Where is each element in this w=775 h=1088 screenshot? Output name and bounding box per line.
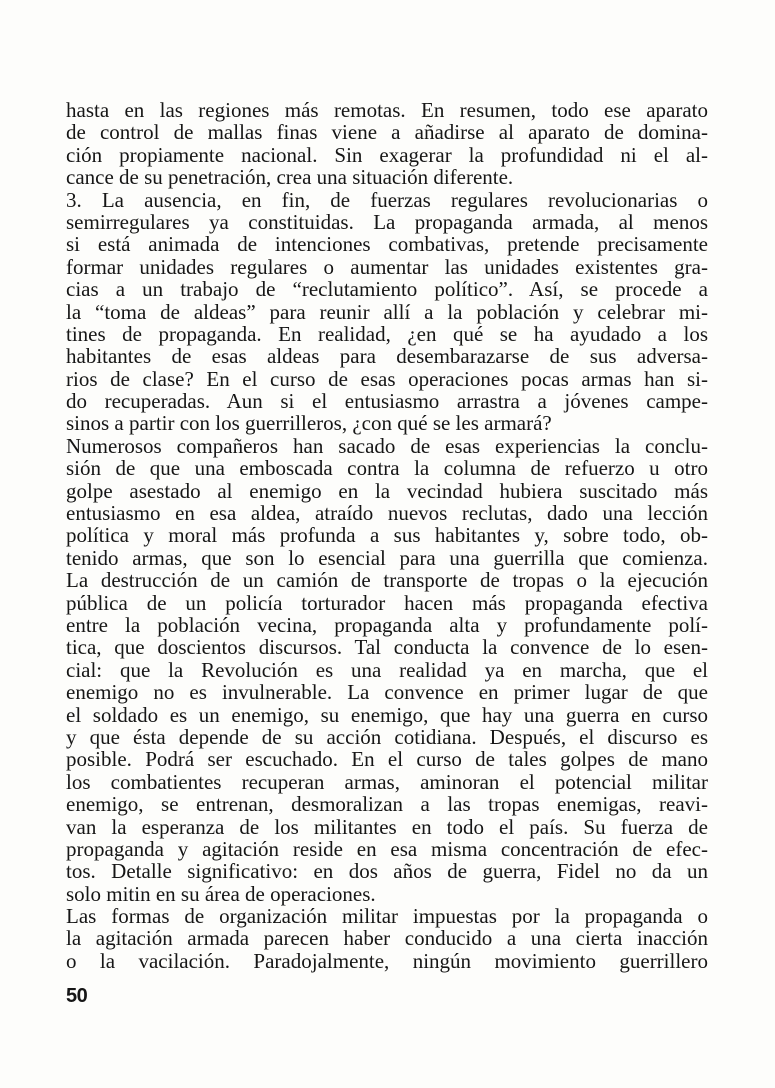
text-line: pública de un policía torturador hacen más propaganda efectiva bbox=[66, 590, 708, 615]
text-line: si está animada de intenciones combativas, pretende precisamente bbox=[66, 232, 708, 257]
text-line: de control de mallas finas viene a añadirse al aparato de domina- bbox=[66, 120, 708, 145]
body-text bbox=[66, 99, 708, 972]
text-line: cial: que la Revolución es una realidad ya en marcha, que el bbox=[66, 657, 708, 682]
paragraph-4 bbox=[66, 569, 708, 905]
text-line: y que ésta depende de su acción cotidiana. Después, el discurso es bbox=[66, 724, 708, 749]
text-line: tines de propaganda. En realidad, ¿en qué se ha ayudado a los bbox=[66, 321, 708, 346]
text-line: semirregulares ya constituidas. La propaganda armada, al menos bbox=[66, 209, 708, 234]
text-line: enemigo, se entrenan, desmoralizan a las tropas enemigas, reavi- bbox=[66, 792, 708, 817]
text-line: do recuperadas. Aun si el entusiasmo arrastra a jóvenes campe- bbox=[66, 389, 708, 414]
text-line: hasta en las regiones más remotas. En resumen, todo ese aparato bbox=[66, 98, 708, 122]
text-line: los combatientes recuperan armas, aminoran el potencial militar bbox=[66, 769, 708, 794]
paragraph-1 bbox=[66, 99, 708, 189]
text-line: la agitación armada parecen haber conducido a una cierta inacción bbox=[66, 926, 708, 951]
text-line: sión de que una emboscada contra la columna de refuerzo u otro bbox=[66, 456, 708, 481]
text-line: cance de su penetración, crea una situación diferente. bbox=[66, 165, 514, 190]
text-line: rios de clase? En el curso de esas operaciones pocas armas han si- bbox=[66, 366, 708, 391]
text-line: ción propiamente nacional. Sin exagerar la profundidad ni el al- bbox=[66, 142, 708, 167]
text-line: 3. La ausencia, en fin, de fuerzas regulares revolucionarias o bbox=[66, 187, 708, 212]
text-line: enemigo no es invulnerable. La convence en primer lugar de que bbox=[66, 680, 708, 705]
text-line: Numerosos compañeros han sacado de esas experiencias la conclu- bbox=[66, 433, 708, 458]
text-line: La destrucción de un camión de transporte de tropas o la ejecución bbox=[66, 568, 708, 593]
paragraph-2 bbox=[66, 189, 708, 435]
text-line: sinos a partir con los guerrilleros, ¿con qué se les armará? bbox=[66, 411, 552, 436]
text-line: tos. Detalle significativo: en dos años de guerra, Fidel no da un bbox=[66, 859, 708, 884]
text-line: entre la población vecina, propaganda alta y profundamente polí- bbox=[66, 612, 708, 637]
text-line: tenido armas, que son lo esencial para una guerrilla que comienza. bbox=[66, 545, 708, 570]
text-line: solo mitin en su área de operaciones. bbox=[66, 881, 376, 906]
text-line: golpe asestado al enemigo en la vecindad hubiera suscitado más bbox=[66, 478, 708, 503]
text-line: van la esperanza de los militantes en todo el país. Su fuerza de bbox=[66, 814, 708, 839]
text-line: Las formas de organización militar impuestas por la propaganda o bbox=[66, 904, 708, 929]
text-line: cias a un trabajo de “reclutamiento político”. Así, se procede a bbox=[66, 277, 708, 302]
text-line: propaganda y agitación reside en esa misma concentración de efec- bbox=[66, 836, 708, 861]
page-number: 50 bbox=[66, 985, 88, 1007]
text-line: formar unidades regulares o aumentar las unidades existentes gra- bbox=[66, 254, 708, 279]
text-line: tica, que doscientos discursos. Tal conducta la convence de lo esen- bbox=[66, 635, 708, 660]
text-line: política y moral más profunda a sus habitantes y, sobre todo, ob- bbox=[66, 523, 708, 548]
text-line: entusiasmo en esa aldea, atraído nuevos reclutas, dado una lección bbox=[66, 501, 708, 526]
text-line: la “toma de aldeas” para reunir allí a la población y celebrar mi- bbox=[66, 299, 708, 324]
paragraph-5 bbox=[66, 905, 708, 972]
text-line: el soldado es un enemigo, su enemigo, que hay una guerra en curso bbox=[66, 702, 708, 727]
paragraph-3 bbox=[66, 435, 708, 569]
text-line: habitantes de esas aldeas para desembarazarse de sus adversa- bbox=[66, 344, 708, 369]
text-line: o la vacilación. Paradojalmente, ningún movimiento guerrillero bbox=[66, 948, 708, 973]
text-line: posible. Podrá ser escuchado. En el curso de tales golpes de mano bbox=[66, 747, 708, 772]
